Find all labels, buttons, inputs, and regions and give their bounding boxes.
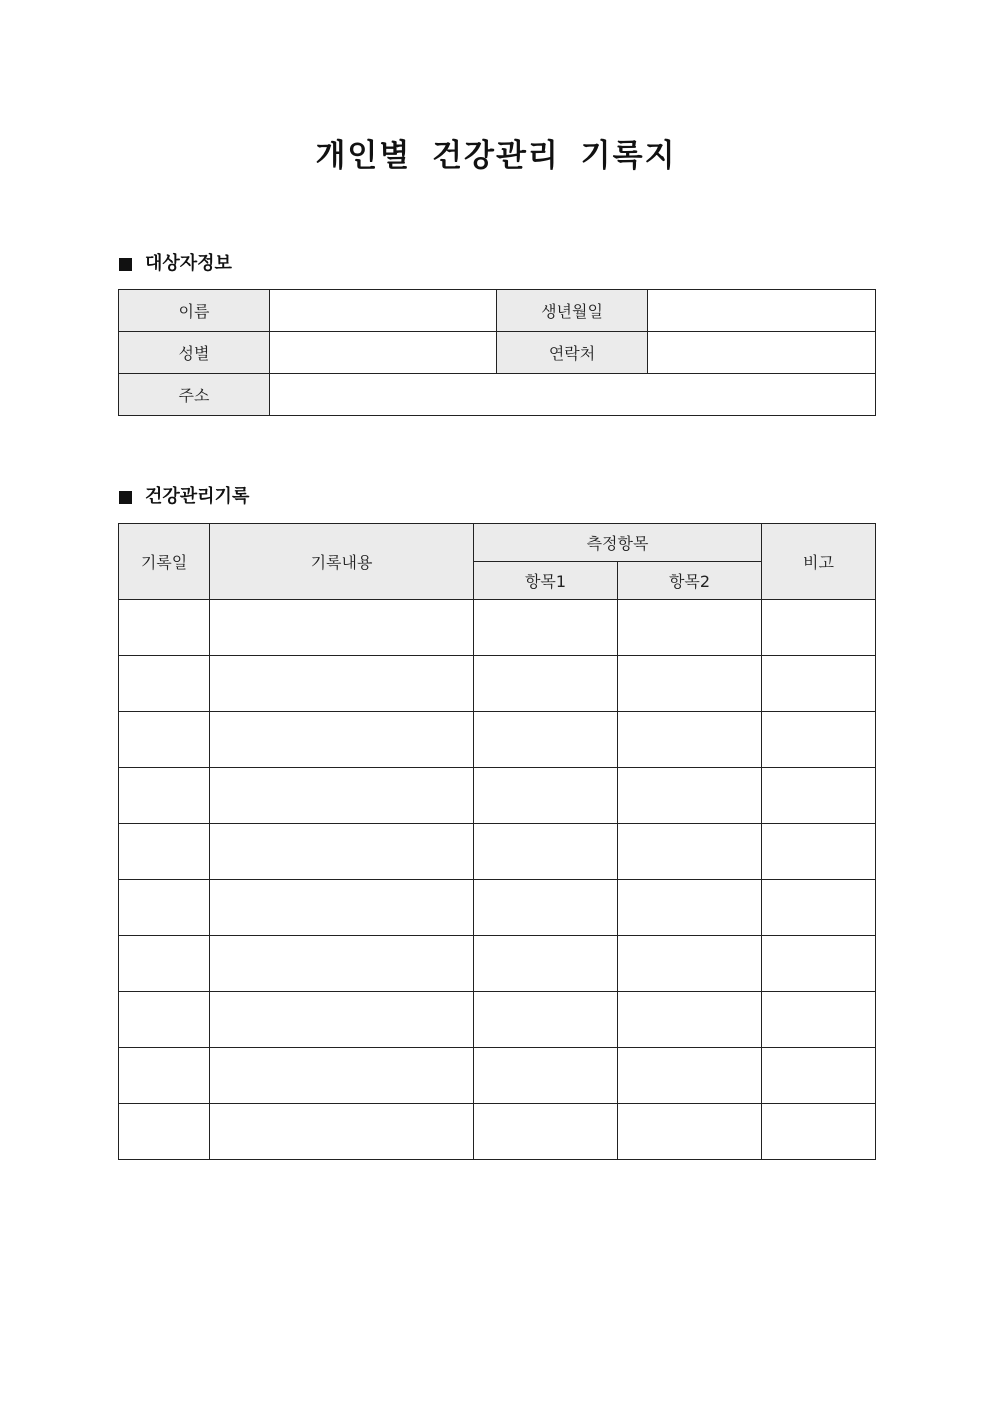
- record-cell-item1[interactable]: [474, 936, 618, 992]
- birthdate-label: 생년월일: [497, 290, 648, 332]
- table-row: [119, 1048, 876, 1104]
- record-cell-item1[interactable]: [474, 824, 618, 880]
- record-cell-remarks[interactable]: [762, 712, 876, 768]
- records-header-row: [119, 524, 876, 562]
- record-cell-date[interactable]: [119, 768, 210, 824]
- table-row: [119, 824, 876, 880]
- record-cell-content[interactable]: [210, 1048, 474, 1104]
- record-cell-remarks[interactable]: [762, 824, 876, 880]
- record-cell-content[interactable]: [210, 656, 474, 712]
- table-row: [119, 936, 876, 992]
- record-cell-content[interactable]: [210, 600, 474, 656]
- square-bullet-icon: [119, 491, 132, 504]
- record-cell-date[interactable]: [119, 712, 210, 768]
- table-row: [119, 768, 876, 824]
- table-row: [119, 656, 876, 712]
- column-header-date: 기록일: [119, 524, 210, 600]
- table-row: [119, 992, 876, 1048]
- record-cell-date[interactable]: [119, 1104, 210, 1160]
- record-cell-content[interactable]: [210, 1104, 474, 1160]
- record-cell-item2[interactable]: [618, 936, 762, 992]
- address-label: 주소: [119, 374, 270, 416]
- name-label: 이름: [119, 290, 270, 332]
- record-cell-remarks[interactable]: [762, 600, 876, 656]
- health-records-table: [118, 523, 876, 1160]
- info-row-gender: [119, 332, 876, 374]
- info-row-name: [119, 290, 876, 332]
- record-cell-item2[interactable]: [618, 768, 762, 824]
- record-cell-date[interactable]: [119, 656, 210, 712]
- record-cell-item2[interactable]: [618, 880, 762, 936]
- record-cell-date[interactable]: [119, 1048, 210, 1104]
- record-cell-item2[interactable]: [618, 600, 762, 656]
- square-bullet-icon: [119, 258, 132, 271]
- record-cell-item1[interactable]: [474, 768, 618, 824]
- record-cell-date[interactable]: [119, 992, 210, 1048]
- record-cell-date[interactable]: [119, 600, 210, 656]
- column-header-measurements: 측정항목: [474, 524, 762, 562]
- table-row: [119, 600, 876, 656]
- gender-label: 성별: [119, 332, 270, 374]
- subject-info-heading-label: 대상자정보: [145, 253, 232, 274]
- record-cell-item1[interactable]: [474, 992, 618, 1048]
- record-cell-date[interactable]: [119, 824, 210, 880]
- record-cell-item2[interactable]: [618, 824, 762, 880]
- table-row: [119, 880, 876, 936]
- column-header-remarks: 비고: [762, 524, 876, 600]
- document-title: 개인별 건강관리 기록지: [315, 138, 677, 174]
- record-cell-remarks[interactable]: [762, 768, 876, 824]
- contact-label: 연락처: [497, 332, 648, 374]
- gender-field[interactable]: [270, 332, 497, 374]
- record-cell-item2[interactable]: [618, 992, 762, 1048]
- records-body: [119, 600, 876, 1160]
- table-row: [119, 1104, 876, 1160]
- record-cell-remarks[interactable]: [762, 656, 876, 712]
- health-records-heading-label: 건강관리기록: [145, 486, 250, 507]
- column-header-item2: 항목2: [618, 562, 762, 600]
- birthdate-field[interactable]: [648, 290, 876, 332]
- record-cell-remarks[interactable]: [762, 880, 876, 936]
- record-cell-item1[interactable]: [474, 712, 618, 768]
- record-cell-item2[interactable]: [618, 712, 762, 768]
- record-cell-remarks[interactable]: [762, 1104, 876, 1160]
- record-cell-item1[interactable]: [474, 880, 618, 936]
- record-cell-content[interactable]: [210, 936, 474, 992]
- record-cell-remarks[interactable]: [762, 992, 876, 1048]
- contact-field[interactable]: [648, 332, 876, 374]
- column-header-item1: 항목1: [474, 562, 618, 600]
- health-records-heading: [119, 485, 249, 509]
- record-cell-content[interactable]: [210, 880, 474, 936]
- record-cell-item2[interactable]: [618, 1048, 762, 1104]
- subject-info-table: [118, 289, 876, 416]
- record-cell-item1[interactable]: [474, 1104, 618, 1160]
- record-cell-content[interactable]: [210, 712, 474, 768]
- record-cell-content[interactable]: [210, 768, 474, 824]
- record-cell-content[interactable]: [210, 824, 474, 880]
- record-cell-item2[interactable]: [618, 656, 762, 712]
- record-cell-item1[interactable]: [474, 1048, 618, 1104]
- record-cell-item1[interactable]: [474, 656, 618, 712]
- name-field[interactable]: [270, 290, 497, 332]
- record-cell-remarks[interactable]: [762, 936, 876, 992]
- column-header-content: 기록내용: [210, 524, 474, 600]
- record-cell-date[interactable]: [119, 936, 210, 992]
- info-row-address: [119, 374, 876, 416]
- subject-info-heading: [119, 252, 232, 276]
- record-cell-date[interactable]: [119, 880, 210, 936]
- table-row: [119, 712, 876, 768]
- address-field[interactable]: [270, 374, 876, 416]
- record-cell-item2[interactable]: [618, 1104, 762, 1160]
- record-cell-remarks[interactable]: [762, 1048, 876, 1104]
- record-cell-item1[interactable]: [474, 600, 618, 656]
- record-cell-content[interactable]: [210, 992, 474, 1048]
